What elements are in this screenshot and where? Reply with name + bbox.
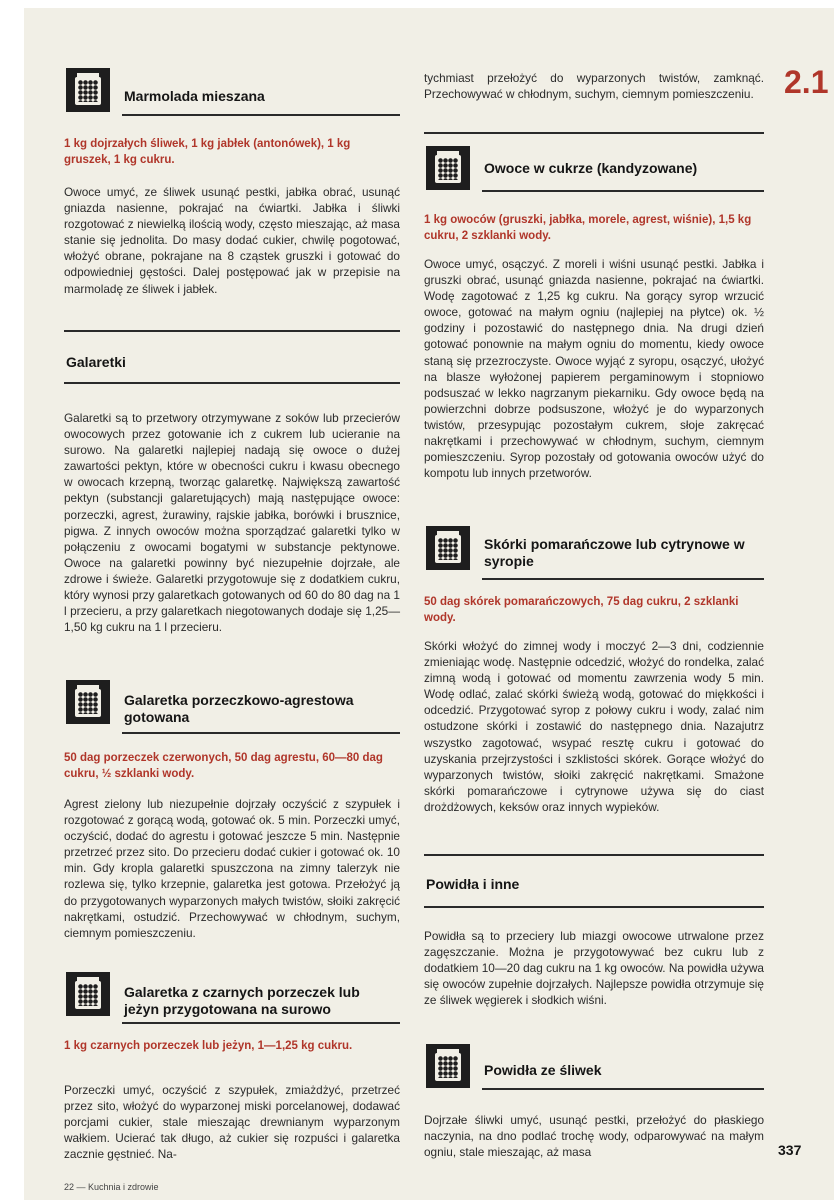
divider	[482, 190, 764, 192]
page-number: 337	[778, 1142, 802, 1158]
divider	[122, 732, 400, 734]
jar-icon	[426, 1044, 470, 1088]
footer: 22 — Kuchnia i zdrowie	[64, 1182, 159, 1192]
recipe-title: Owoce w cukrze (kandyzowane)	[484, 160, 698, 176]
divider	[122, 1022, 400, 1024]
divider	[122, 114, 400, 116]
recipe-body: Porzeczki umyć, oczyścić z szypułek, zmiażdżyć, przetrzeć przez sito, włożyć do wyparzonej miski porcelanowej, dodawać porcjami cukier, stale mieszając drewnianym wyparzonym wałkiem. Ucierać tak długo, aż cukier się rozpuści i galaretka zacznie gęstnieć. Na-	[64, 1083, 400, 1162]
jar-icon	[426, 526, 470, 570]
divider	[64, 382, 400, 384]
recipe-body: Owoce umyć, ze śliwek usunąć pestki, jabłka obrać, usunąć gniazda nasienne, pokrajać na ćwiartki. Jabłka i śliwki rozgotować z niewielką ilością wody, często mieszając, aż masa stanie się jednolita. Do masy dodać cukier, chwilę pogotować, włożyć obrane, pokrajane na 8 cząstek gruszki i gotować do odpowiedniej gęstości. Dalej postępować jak w przepisie na marmoladę ze śliwek i jabłek.	[64, 185, 400, 296]
divider	[424, 854, 764, 856]
section-title: Galaretki	[66, 354, 126, 370]
recipe-title: Galaretka z czarnych porzeczek lub jeżyn przygotowana na surowo	[124, 984, 360, 1017]
ingredients: 50 dag skórek pomarańczowych, 75 dag cukru, 2 szklanki wody.	[424, 596, 739, 624]
recipe-body: Owoce umyć, osączyć. Z moreli i wiśni usunąć pestki. Jabłka i gruszki obrać, usunąć gniazda nasienne, pokrajać na ćwiartki. Wodę zagotować z 1,25 kg cukru. Na gorący syrop wrzucić owoce, gotować na małym ogniu (najlepiej na płytce) ok. ½ godziny i pozostawić do następnego dnia. Na drugi dzień gotować ponownie na małym ogniu do momentu, kiedy owoce staną się przezroczyste. Owoce wyjąć z syropu, osączyć, ułożyć na blasze wyłożonej papierem pergaminowym i stopniowo podsuszać w lekko nagrzanym piekarniku. Gdy owoce będą na powierzchni dobrze podsuszone, włożyć je do wyparzonych twistów, przesypując pozostałym cukrem, słoje zakręcać nakrętkami i przechowywać w chłodnym, suchym, ciemnym pomieszczeniu. Syrop pozostały od gotowania owoców użyć do kompotu lub innych przetworów.	[424, 257, 764, 481]
jar-icon	[66, 680, 110, 724]
section-number: 2.1	[784, 64, 829, 100]
section-body: Powidła są to przeciery lub miazgi owocowe utrwalone przez zagęszczanie. Można je przygotowywać bez cukru lub z dodatkiem 10—20 dag cukru na 1 kg owoców. Na powidła używa się owoców zupełnie dojrzałych. Najlepsze powidła otrzymuje się ze śliwek węgierek i słodkich wiśni.	[424, 929, 764, 1008]
divider	[424, 906, 764, 908]
jar-icon	[66, 972, 110, 1016]
recipe-title: Galaretka porzeczkowo-agrestowa gotowana	[124, 692, 354, 725]
recipe-title: Powidła ze śliwek	[484, 1062, 602, 1078]
continued-text: tychmiast przełożyć do wyparzonych twistów, zamknąć. Przechowywać w chłodnym, suchym, ciemnym pomieszczeniu.	[424, 71, 764, 102]
divider	[424, 132, 764, 134]
ingredients: 1 kg czarnych porzeczek lub jeżyn, 1—1,25 kg cukru.	[64, 1040, 353, 1052]
divider	[64, 330, 400, 332]
divider	[482, 1088, 764, 1090]
cookbook-page	[24, 8, 834, 1200]
jar-icon	[426, 146, 470, 190]
section-body: Galaretki są to przetwory otrzymywane z soków lub przecierów owocowych przez gotowanie ich z cukrem lub ucieranie na surowo. Na galaretki najlepiej nadają się owoce o dużej zawartości pektyn, które w obecności cukru i kwasu obecnego w owocach krzepną, tworząc galaretkę. Największą zawartość pektyn (substancji galaretujących) mają następujące owoce: porzeczki, agrest, żurawiny, rajskie jabłka, borówki i brusznice, pigwa. Z innych owoców można sporządzać galaretki tylko w połączeniu z owocami bogatymi w substancje pektynowe. Owoce na galaretki powinny być niezupełnie dojrzałe, ale zdrowe i świeże. Galaretki przygotowuje się z dodatkiem cukru, który wynosi przy galaretkach gotowanych od 60 do 80 dag na 1 l przecieru, a przy galaretkach niegotowanych dodaje się 1,25—1,50 kg cukru na 1 l przecieru.	[64, 411, 400, 635]
ingredients: 1 kg dojrzałych śliwek, 1 kg jabłek (antonówek), 1 kg gruszek, 1 kg cukru.	[64, 138, 351, 166]
ingredients: 1 kg owoców (gruszki, jabłka, morele, agrest, wiśnie), 1,5 kg cukru, 2 szklanki wody.	[424, 214, 752, 242]
divider	[482, 578, 764, 580]
recipe-title: Marmolada mieszana	[124, 88, 265, 104]
recipe-title: Skórki pomarańczowe lub cytrynowe w syropie	[484, 536, 745, 569]
recipe-body: Skórki włożyć do zimnej wody i moczyć 2—3 dni, codziennie zmieniając wodę. Następnie odcedzić, włożyć do rondelka, zalać zimną wodą i gotować od momentu zawrzenia wody 5 min. Wodę odlać, zalać skórki świeżą wodą, gotować do miękkości i odcedzić. Przygotować syrop z połowy cukru i wody, zalać nim ostudzone skórki i zostawić do następnego dnia. Nazajutrz wszystko zagotować, wsypać resztę cukru i gotować do uzyskania przejrzystości i szklistości skórek. Gorące włożyć do wyparzonych twistów, słoiki zakręcić nakrętkami. Smażone skórki pomarańczowe i cytrynowe używa się do ciast drożdżowych, keksów oraz innych wypieków.	[424, 639, 764, 814]
jar-icon	[66, 68, 110, 112]
recipe-body: Agrest zielony lub niezupełnie dojrzały oczyścić z szypułek i rozgotować z gorącą wodą, gotować ok. 5 min. Porzeczki umyć, oczyścić, dodać do agrestu i gotować jeszcze 5 min. Następnie przetrzeć przez sito. Do przecieru dodać cukier i gotować ok. 10 min. Gdy kropla galaretki spuszczona na zimny talerzyk nie rozlewa się, tylko krzepnie, galaretka jest gotowa. Przełożyć ją do przygotowanych wyparzonych małych twistów, słoiki zakręcić nakrętkami, ostudzić. Przechowywać w chłodnym, suchym, ciemnym pomieszczeniu.	[64, 797, 400, 940]
recipe-body: Dojrzałe śliwki umyć, usunąć pestki, przełożyć do płaskiego naczynia, na dno podlać trochę wody, odparowywać na małym ogniu, stale mieszając, aż masa	[424, 1113, 764, 1160]
section-title: Powidła i inne	[426, 876, 520, 892]
ingredients: 50 dag porzeczek czerwonych, 50 dag agrestu, 60—80 dag cukru, ½ szklanki wody.	[64, 752, 383, 780]
